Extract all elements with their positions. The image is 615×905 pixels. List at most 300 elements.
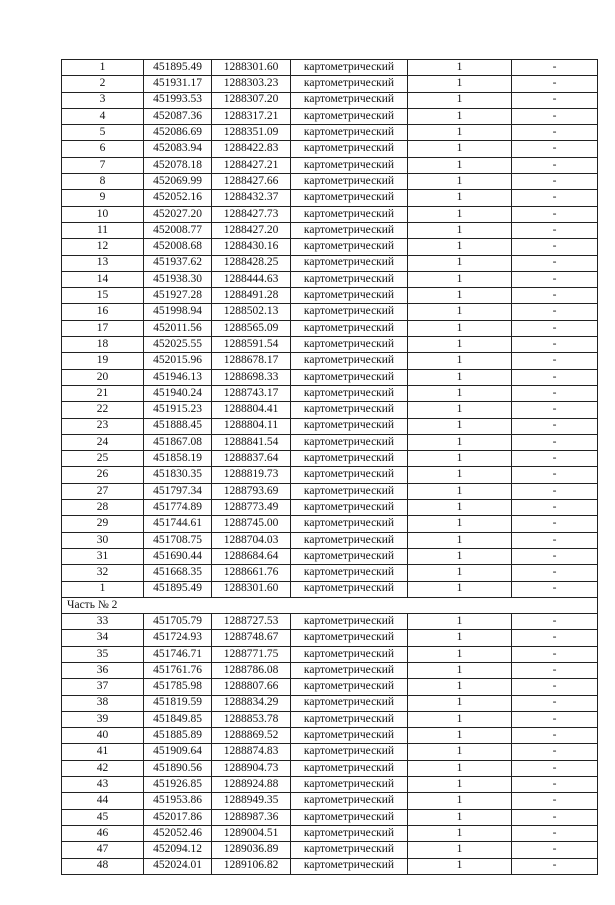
table-row — [62, 842, 598, 858]
accuracy-cell: 1 — [408, 174, 512, 190]
description-cell: - — [512, 711, 598, 727]
accuracy-cell: 1 — [408, 744, 512, 760]
method-cell: картометрический — [291, 809, 408, 825]
y-coordinate-cell: 1288786.08 — [212, 662, 291, 678]
y-coordinate-cell: 1288303.23 — [212, 76, 291, 92]
table-row — [62, 190, 598, 206]
description-cell: - — [512, 548, 598, 564]
x-coordinate-cell: 452052.16 — [144, 190, 212, 206]
description-cell: - — [512, 385, 598, 401]
description-cell: - — [512, 174, 598, 190]
method-cell: картометрический — [291, 125, 408, 141]
method-cell: картометрический — [291, 793, 408, 809]
table-row — [62, 337, 598, 353]
method-cell: картометрический — [291, 434, 408, 450]
y-coordinate-cell: 1288853.78 — [212, 711, 291, 727]
x-coordinate-cell: 451867.08 — [144, 434, 212, 450]
description-cell: - — [512, 320, 598, 336]
accuracy-cell: 1 — [408, 206, 512, 222]
description-cell: - — [512, 255, 598, 271]
accuracy-cell: 1 — [408, 728, 512, 744]
table-row — [62, 271, 598, 287]
accuracy-cell: 1 — [408, 500, 512, 516]
description-cell: - — [512, 418, 598, 434]
method-cell: картометрический — [291, 516, 408, 532]
accuracy-cell: 1 — [408, 434, 512, 450]
accuracy-cell: 1 — [408, 662, 512, 678]
point-number-cell: 2 — [62, 76, 144, 92]
point-number-cell: 23 — [62, 418, 144, 434]
y-coordinate-cell: 1288678.17 — [212, 353, 291, 369]
x-coordinate-cell: 451888.45 — [144, 418, 212, 434]
description-cell: - — [512, 695, 598, 711]
table-row — [62, 662, 598, 678]
x-coordinate-cell: 451909.64 — [144, 744, 212, 760]
table-row — [62, 532, 598, 548]
description-cell: - — [512, 369, 598, 385]
point-number-cell: 28 — [62, 500, 144, 516]
point-number-cell: 26 — [62, 467, 144, 483]
y-coordinate-cell: 1288432.37 — [212, 190, 291, 206]
method-cell: картометрический — [291, 695, 408, 711]
method-cell: картометрический — [291, 451, 408, 467]
description-cell: - — [512, 125, 598, 141]
accuracy-cell: 1 — [408, 825, 512, 841]
description-cell: - — [512, 402, 598, 418]
method-cell: картометрический — [291, 500, 408, 516]
table-row — [62, 483, 598, 499]
accuracy-cell: 1 — [408, 760, 512, 776]
point-number-cell: 13 — [62, 255, 144, 271]
accuracy-cell: 1 — [408, 320, 512, 336]
method-cell: картометрический — [291, 565, 408, 581]
point-number-cell: 17 — [62, 320, 144, 336]
accuracy-cell: 1 — [408, 646, 512, 662]
section-title: Часть № 2 — [62, 597, 598, 613]
x-coordinate-cell: 451785.98 — [144, 679, 212, 695]
accuracy-cell: 1 — [408, 516, 512, 532]
method-cell: картометрический — [291, 858, 408, 874]
description-cell: - — [512, 108, 598, 124]
x-coordinate-cell: 452015.96 — [144, 353, 212, 369]
accuracy-cell: 1 — [408, 222, 512, 238]
y-coordinate-cell: 1288491.28 — [212, 288, 291, 304]
table-row — [62, 385, 598, 401]
accuracy-cell: 1 — [408, 451, 512, 467]
section-header-row — [62, 597, 598, 613]
table-row — [62, 157, 598, 173]
description-cell: - — [512, 206, 598, 222]
x-coordinate-cell: 451668.35 — [144, 565, 212, 581]
x-coordinate-cell: 452052.46 — [144, 825, 212, 841]
point-number-cell: 7 — [62, 157, 144, 173]
y-coordinate-cell: 1288591.54 — [212, 337, 291, 353]
point-number-cell: 3 — [62, 92, 144, 108]
accuracy-cell: 1 — [408, 695, 512, 711]
method-cell: картометрический — [291, 679, 408, 695]
table-row — [62, 695, 598, 711]
method-cell: картометрический — [291, 418, 408, 434]
point-number-cell: 21 — [62, 385, 144, 401]
y-coordinate-cell: 1288428.25 — [212, 255, 291, 271]
table-row — [62, 353, 598, 369]
table-row — [62, 255, 598, 271]
point-number-cell: 42 — [62, 760, 144, 776]
method-cell: картометрический — [291, 760, 408, 776]
table-row — [62, 141, 598, 157]
y-coordinate-cell: 1288793.69 — [212, 483, 291, 499]
coordinates-table — [61, 59, 598, 875]
y-coordinate-cell: 1288427.66 — [212, 174, 291, 190]
description-cell: - — [512, 76, 598, 92]
description-cell: - — [512, 728, 598, 744]
x-coordinate-cell: 451895.49 — [144, 60, 212, 76]
coordinates-table-body — [62, 60, 598, 875]
x-coordinate-cell: 451940.24 — [144, 385, 212, 401]
point-number-cell: 10 — [62, 206, 144, 222]
accuracy-cell: 1 — [408, 467, 512, 483]
accuracy-cell: 1 — [408, 630, 512, 646]
accuracy-cell: 1 — [408, 76, 512, 92]
y-coordinate-cell: 1288819.73 — [212, 467, 291, 483]
description-cell: - — [512, 141, 598, 157]
description-cell: - — [512, 157, 598, 173]
point-number-cell: 5 — [62, 125, 144, 141]
table-row — [62, 434, 598, 450]
table-row — [62, 809, 598, 825]
y-coordinate-cell: 1288565.09 — [212, 320, 291, 336]
x-coordinate-cell: 452027.20 — [144, 206, 212, 222]
method-cell: картометрический — [291, 108, 408, 124]
point-number-cell: 43 — [62, 777, 144, 793]
table-row — [62, 174, 598, 190]
x-coordinate-cell: 452025.55 — [144, 337, 212, 353]
point-number-cell: 22 — [62, 402, 144, 418]
description-cell: - — [512, 744, 598, 760]
accuracy-cell: 1 — [408, 92, 512, 108]
y-coordinate-cell: 1288698.33 — [212, 369, 291, 385]
y-coordinate-cell: 1288684.64 — [212, 548, 291, 564]
table-row — [62, 646, 598, 662]
y-coordinate-cell: 1288727.53 — [212, 614, 291, 630]
x-coordinate-cell: 451746.71 — [144, 646, 212, 662]
method-cell: картометрический — [291, 402, 408, 418]
x-coordinate-cell: 451708.75 — [144, 532, 212, 548]
method-cell: картометрический — [291, 255, 408, 271]
y-coordinate-cell: 1288743.17 — [212, 385, 291, 401]
point-number-cell: 8 — [62, 174, 144, 190]
method-cell: картометрический — [291, 744, 408, 760]
y-coordinate-cell: 1288427.73 — [212, 206, 291, 222]
accuracy-cell: 1 — [408, 157, 512, 173]
x-coordinate-cell: 451998.94 — [144, 304, 212, 320]
table-row — [62, 467, 598, 483]
x-coordinate-cell: 451938.30 — [144, 271, 212, 287]
x-coordinate-cell: 451797.34 — [144, 483, 212, 499]
description-cell: - — [512, 825, 598, 841]
accuracy-cell: 1 — [408, 809, 512, 825]
description-cell: - — [512, 500, 598, 516]
method-cell: картометрический — [291, 288, 408, 304]
point-number-cell: 20 — [62, 369, 144, 385]
method-cell: картометрический — [291, 206, 408, 222]
point-number-cell: 19 — [62, 353, 144, 369]
x-coordinate-cell: 451885.89 — [144, 728, 212, 744]
table-row — [62, 581, 598, 597]
y-coordinate-cell: 1289004.51 — [212, 825, 291, 841]
accuracy-cell: 1 — [408, 614, 512, 630]
table-row — [62, 760, 598, 776]
point-number-cell: 33 — [62, 614, 144, 630]
y-coordinate-cell: 1288748.67 — [212, 630, 291, 646]
accuracy-cell: 1 — [408, 125, 512, 141]
point-number-cell: 41 — [62, 744, 144, 760]
point-number-cell: 32 — [62, 565, 144, 581]
point-number-cell: 27 — [62, 483, 144, 499]
description-cell: - — [512, 793, 598, 809]
y-coordinate-cell: 1288837.64 — [212, 451, 291, 467]
accuracy-cell: 1 — [408, 858, 512, 874]
y-coordinate-cell: 1288422.83 — [212, 141, 291, 157]
point-number-cell: 6 — [62, 141, 144, 157]
table-row — [62, 565, 598, 581]
point-number-cell: 37 — [62, 679, 144, 695]
x-coordinate-cell: 451724.93 — [144, 630, 212, 646]
method-cell: картометрический — [291, 174, 408, 190]
y-coordinate-cell: 1288804.41 — [212, 402, 291, 418]
x-coordinate-cell: 451830.35 — [144, 467, 212, 483]
method-cell: картометрический — [291, 842, 408, 858]
accuracy-cell: 1 — [408, 777, 512, 793]
x-coordinate-cell: 451849.85 — [144, 711, 212, 727]
description-cell: - — [512, 842, 598, 858]
method-cell: картометрический — [291, 467, 408, 483]
accuracy-cell: 1 — [408, 385, 512, 401]
point-number-cell: 48 — [62, 858, 144, 874]
point-number-cell: 31 — [62, 548, 144, 564]
y-coordinate-cell: 1288427.20 — [212, 222, 291, 238]
method-cell: картометрический — [291, 190, 408, 206]
accuracy-cell: 1 — [408, 679, 512, 695]
point-number-cell: 44 — [62, 793, 144, 809]
x-coordinate-cell: 451915.23 — [144, 402, 212, 418]
y-coordinate-cell: 1288307.20 — [212, 92, 291, 108]
method-cell: картометрический — [291, 239, 408, 255]
x-coordinate-cell: 451705.79 — [144, 614, 212, 630]
method-cell: картометрический — [291, 614, 408, 630]
table-row — [62, 304, 598, 320]
y-coordinate-cell: 1288771.75 — [212, 646, 291, 662]
accuracy-cell: 1 — [408, 793, 512, 809]
description-cell: - — [512, 483, 598, 499]
x-coordinate-cell: 452069.99 — [144, 174, 212, 190]
point-number-cell: 16 — [62, 304, 144, 320]
description-cell: - — [512, 60, 598, 76]
method-cell: картометрический — [291, 60, 408, 76]
x-coordinate-cell: 451993.53 — [144, 92, 212, 108]
point-number-cell: 30 — [62, 532, 144, 548]
point-number-cell: 14 — [62, 271, 144, 287]
accuracy-cell: 1 — [408, 402, 512, 418]
y-coordinate-cell: 1288301.60 — [212, 60, 291, 76]
description-cell: - — [512, 630, 598, 646]
accuracy-cell: 1 — [408, 353, 512, 369]
method-cell: картометрический — [291, 483, 408, 499]
method-cell: картометрический — [291, 76, 408, 92]
accuracy-cell: 1 — [408, 548, 512, 564]
description-cell: - — [512, 353, 598, 369]
description-cell: - — [512, 858, 598, 874]
point-number-cell: 1 — [62, 60, 144, 76]
x-coordinate-cell: 451819.59 — [144, 695, 212, 711]
y-coordinate-cell: 1288949.35 — [212, 793, 291, 809]
description-cell: - — [512, 451, 598, 467]
point-number-cell: 34 — [62, 630, 144, 646]
y-coordinate-cell: 1288661.76 — [212, 565, 291, 581]
y-coordinate-cell: 1289036.89 — [212, 842, 291, 858]
x-coordinate-cell: 451890.56 — [144, 760, 212, 776]
point-number-cell: 11 — [62, 222, 144, 238]
description-cell: - — [512, 467, 598, 483]
accuracy-cell: 1 — [408, 108, 512, 124]
table-row — [62, 222, 598, 238]
point-number-cell: 18 — [62, 337, 144, 353]
table-row — [62, 777, 598, 793]
point-number-cell: 25 — [62, 451, 144, 467]
accuracy-cell: 1 — [408, 239, 512, 255]
accuracy-cell: 1 — [408, 337, 512, 353]
method-cell: картометрический — [291, 222, 408, 238]
method-cell: картометрический — [291, 532, 408, 548]
table-row — [62, 418, 598, 434]
y-coordinate-cell: 1288924.88 — [212, 777, 291, 793]
y-coordinate-cell: 1288987.36 — [212, 809, 291, 825]
description-cell: - — [512, 337, 598, 353]
accuracy-cell: 1 — [408, 842, 512, 858]
method-cell: картометрический — [291, 271, 408, 287]
description-cell: - — [512, 271, 598, 287]
description-cell: - — [512, 646, 598, 662]
y-coordinate-cell: 1288904.73 — [212, 760, 291, 776]
method-cell: картометрический — [291, 581, 408, 597]
method-cell: картометрический — [291, 304, 408, 320]
point-number-cell: 15 — [62, 288, 144, 304]
point-number-cell: 29 — [62, 516, 144, 532]
description-cell: - — [512, 304, 598, 320]
method-cell: картометрический — [291, 630, 408, 646]
x-coordinate-cell: 451774.89 — [144, 500, 212, 516]
point-number-cell: 9 — [62, 190, 144, 206]
point-number-cell: 47 — [62, 842, 144, 858]
point-number-cell: 39 — [62, 711, 144, 727]
table-row — [62, 320, 598, 336]
x-coordinate-cell: 452008.77 — [144, 222, 212, 238]
x-coordinate-cell: 451744.61 — [144, 516, 212, 532]
accuracy-cell: 1 — [408, 711, 512, 727]
method-cell: картометрический — [291, 728, 408, 744]
accuracy-cell: 1 — [408, 532, 512, 548]
y-coordinate-cell: 1289106.82 — [212, 858, 291, 874]
y-coordinate-cell: 1288444.63 — [212, 271, 291, 287]
description-cell: - — [512, 239, 598, 255]
point-number-cell: 35 — [62, 646, 144, 662]
method-cell: картометрический — [291, 711, 408, 727]
description-cell: - — [512, 190, 598, 206]
y-coordinate-cell: 1288773.49 — [212, 500, 291, 516]
description-cell: - — [512, 581, 598, 597]
description-cell: - — [512, 614, 598, 630]
point-number-cell: 38 — [62, 695, 144, 711]
description-cell: - — [512, 288, 598, 304]
y-coordinate-cell: 1288804.11 — [212, 418, 291, 434]
method-cell: картометрический — [291, 92, 408, 108]
description-cell: - — [512, 679, 598, 695]
y-coordinate-cell: 1288745.00 — [212, 516, 291, 532]
y-coordinate-cell: 1288351.09 — [212, 125, 291, 141]
method-cell: картометрический — [291, 777, 408, 793]
description-cell: - — [512, 809, 598, 825]
y-coordinate-cell: 1288874.83 — [212, 744, 291, 760]
table-row — [62, 858, 598, 874]
y-coordinate-cell: 1288317.21 — [212, 108, 291, 124]
table-row — [62, 402, 598, 418]
accuracy-cell: 1 — [408, 288, 512, 304]
description-cell: - — [512, 777, 598, 793]
table-row — [62, 125, 598, 141]
x-coordinate-cell: 452078.18 — [144, 157, 212, 173]
x-coordinate-cell: 451953.86 — [144, 793, 212, 809]
accuracy-cell: 1 — [408, 255, 512, 271]
y-coordinate-cell: 1288301.60 — [212, 581, 291, 597]
point-number-cell: 24 — [62, 434, 144, 450]
point-number-cell: 46 — [62, 825, 144, 841]
point-number-cell: 40 — [62, 728, 144, 744]
y-coordinate-cell: 1288430.16 — [212, 239, 291, 255]
table-row — [62, 92, 598, 108]
table-row — [62, 451, 598, 467]
y-coordinate-cell: 1288704.03 — [212, 532, 291, 548]
x-coordinate-cell: 451761.76 — [144, 662, 212, 678]
x-coordinate-cell: 451931.17 — [144, 76, 212, 92]
accuracy-cell: 1 — [408, 581, 512, 597]
description-cell: - — [512, 662, 598, 678]
accuracy-cell: 1 — [408, 483, 512, 499]
x-coordinate-cell: 451926.85 — [144, 777, 212, 793]
table-row — [62, 793, 598, 809]
x-coordinate-cell: 452083.94 — [144, 141, 212, 157]
x-coordinate-cell: 451927.28 — [144, 288, 212, 304]
y-coordinate-cell: 1288869.52 — [212, 728, 291, 744]
table-row — [62, 548, 598, 564]
method-cell: картометрический — [291, 157, 408, 173]
table-row — [62, 108, 598, 124]
x-coordinate-cell: 452086.69 — [144, 125, 212, 141]
x-coordinate-cell: 451690.44 — [144, 548, 212, 564]
method-cell: картометрический — [291, 353, 408, 369]
table-row — [62, 288, 598, 304]
method-cell: картометрический — [291, 385, 408, 401]
description-cell: - — [512, 532, 598, 548]
x-coordinate-cell: 452008.68 — [144, 239, 212, 255]
accuracy-cell: 1 — [408, 369, 512, 385]
description-cell: - — [512, 760, 598, 776]
table-row — [62, 206, 598, 222]
description-cell: - — [512, 516, 598, 532]
accuracy-cell: 1 — [408, 141, 512, 157]
y-coordinate-cell: 1288841.54 — [212, 434, 291, 450]
y-coordinate-cell: 1288502.13 — [212, 304, 291, 320]
x-coordinate-cell: 452011.56 — [144, 320, 212, 336]
